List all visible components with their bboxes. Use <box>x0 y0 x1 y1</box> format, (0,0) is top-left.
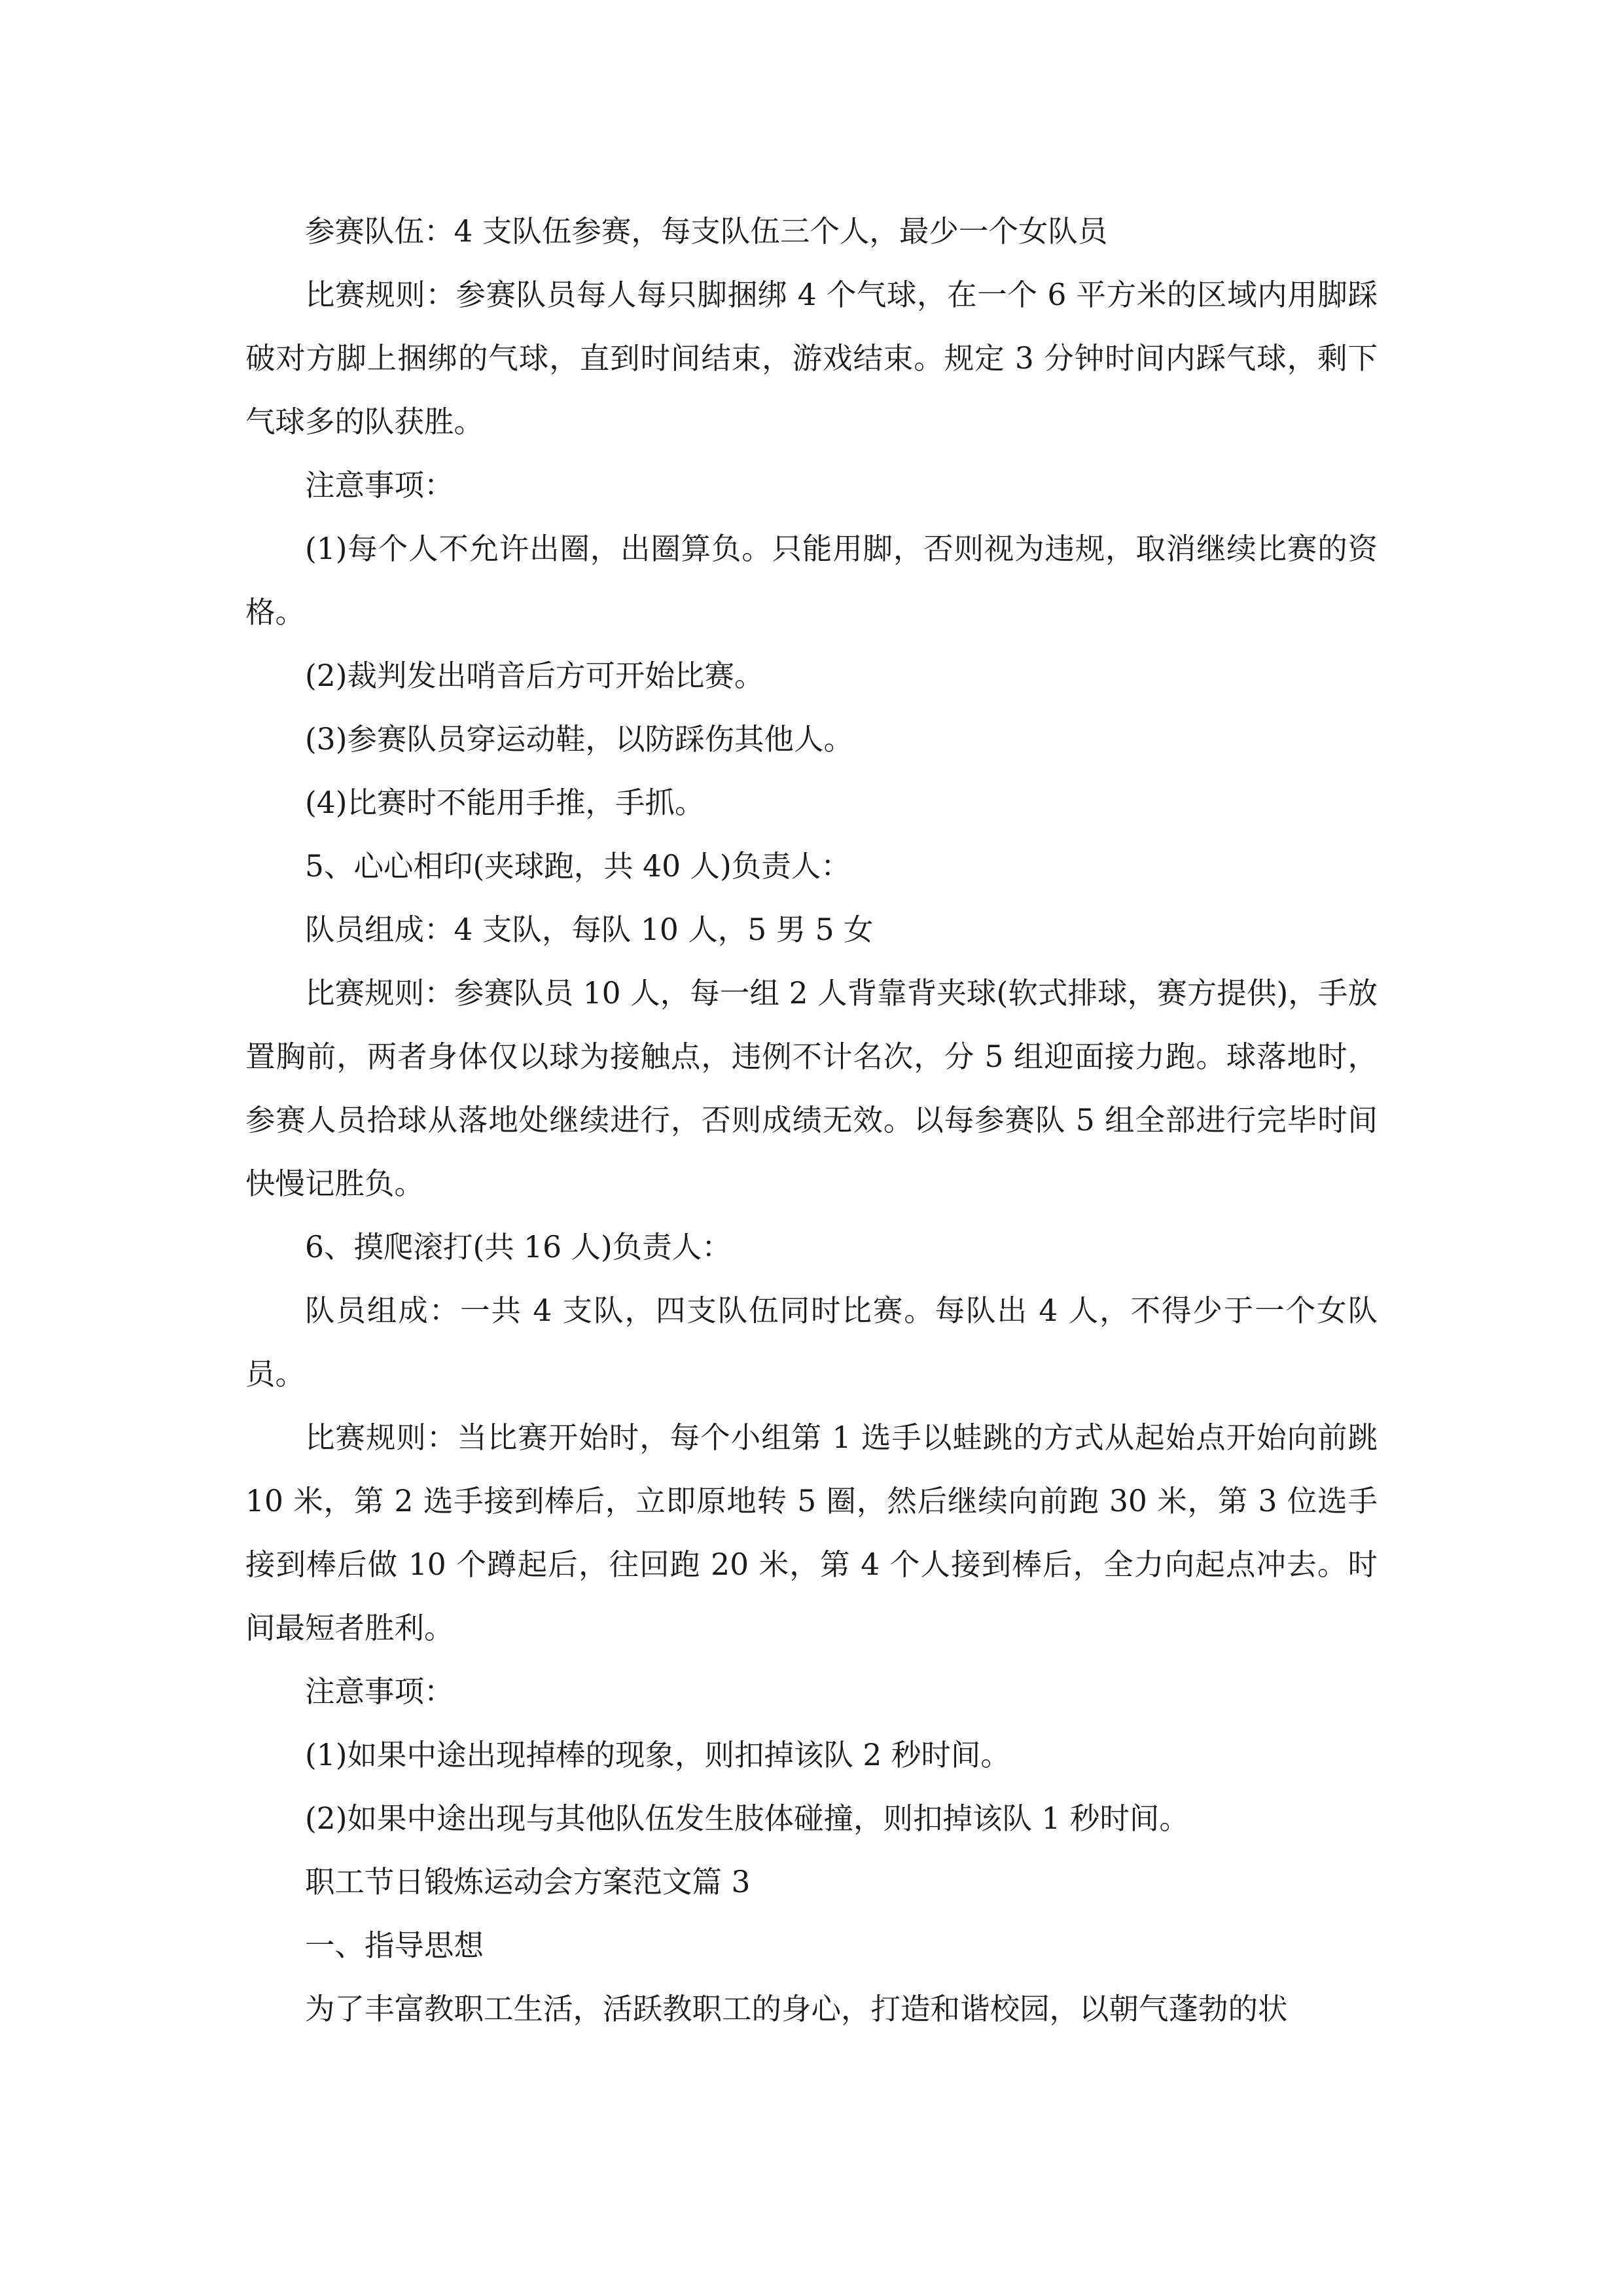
paragraph-event-5-heading: 5、心心相印(夹球跑，共 40 人)负责人： <box>305 849 851 884</box>
paragraph-note-2: (2)裁判发出哨音后方可开始比赛。 <box>305 658 764 693</box>
paragraph-event-6-notes-heading: 注意事项： <box>305 1674 454 1709</box>
paragraph-balloon-rules: 比赛规则：参赛队员每人每只脚捆绑 4 个气球，在一个 6 平方米的区域内用脚踩破对方脚上捆绑的气球，直到时间结束，游戏结束。规定 3 分钟时间内踩气球，剩下气球多的队获胜。 <box>245 278 1378 439</box>
paragraph-event-5-rules: 比赛规则：参赛队员 10 人，每一组 2 人背靠背夹球(软式排球，赛方提供)，手放置胸前，两者身体仅以球为接触点，违例不计名次，分 5 组迎面接力跑。球落地时，参赛人员拾球从落地处继续进行，否则成绩无效。以每参赛队 5 组全部进行完毕时间快慢记胜负。 <box>245 976 1378 1201</box>
paragraph-guiding-heading: 一、指导思想 <box>305 1928 484 1963</box>
document-body <box>245 200 1378 2041</box>
paragraph-guiding-text: 为了丰富教职工生活，活跃教职工的身心，打造和谐校园，以朝气蓬勃的状 <box>305 1992 1288 2026</box>
paragraph-notes-heading: 注意事项： <box>305 468 454 503</box>
paragraph-event-5-teams: 队员组成：4 支队，每队 10 人，5 男 5 女 <box>305 912 874 947</box>
paragraph-event-6-teams: 队员组成：一共 4 支队，四支队伍同时比赛。每队出 4 人，不得少于一个女队员。 <box>245 1293 1378 1391</box>
paragraph-team-entry: 参赛队伍：4 支队伍参赛，每支队伍三个人，最少一个女队员 <box>305 214 1108 249</box>
paragraph-section-title: 职工节日锻炼运动会方案范文篇 3 <box>305 1865 751 1899</box>
paragraph-event-6-note-1: (1)如果中途出现掉棒的现象，则扣掉该队 2 秒时间。 <box>305 1738 1010 1772</box>
paragraph-event-6-heading: 6、摸爬滚打(共 16 人)负责人： <box>305 1230 732 1265</box>
paragraph-note-4: (4)比赛时不能用手推，手抓。 <box>305 785 705 820</box>
paragraph-note-3: (3)参赛队员穿运动鞋，以防踩伤其他人。 <box>305 722 853 757</box>
paragraph-note-1: (1)每个人不允许出圈，出圈算负。只能用脚，否则视为违规，取消继续比赛的资格。 <box>245 531 1378 630</box>
paragraph-event-6-note-2: (2)如果中途出现与其他队伍发生肢体碰撞，则扣掉该队 1 秒时间。 <box>305 1801 1189 1836</box>
paragraph-event-6-rules: 比赛规则：当比赛开始时，每个小组第 1 选手以蛙跳的方式从起始点开始向前跳 10 米，第 2 选手接到棒后，立即原地转 5 圈，然后继续向前跑 30 米，第 3 位选手接到棒后做 10 个蹲起后，往回跑 20 米，第 4 个人接到棒后，全力向起点冲去。时间最短者胜利。 <box>245 1420 1378 1645</box>
